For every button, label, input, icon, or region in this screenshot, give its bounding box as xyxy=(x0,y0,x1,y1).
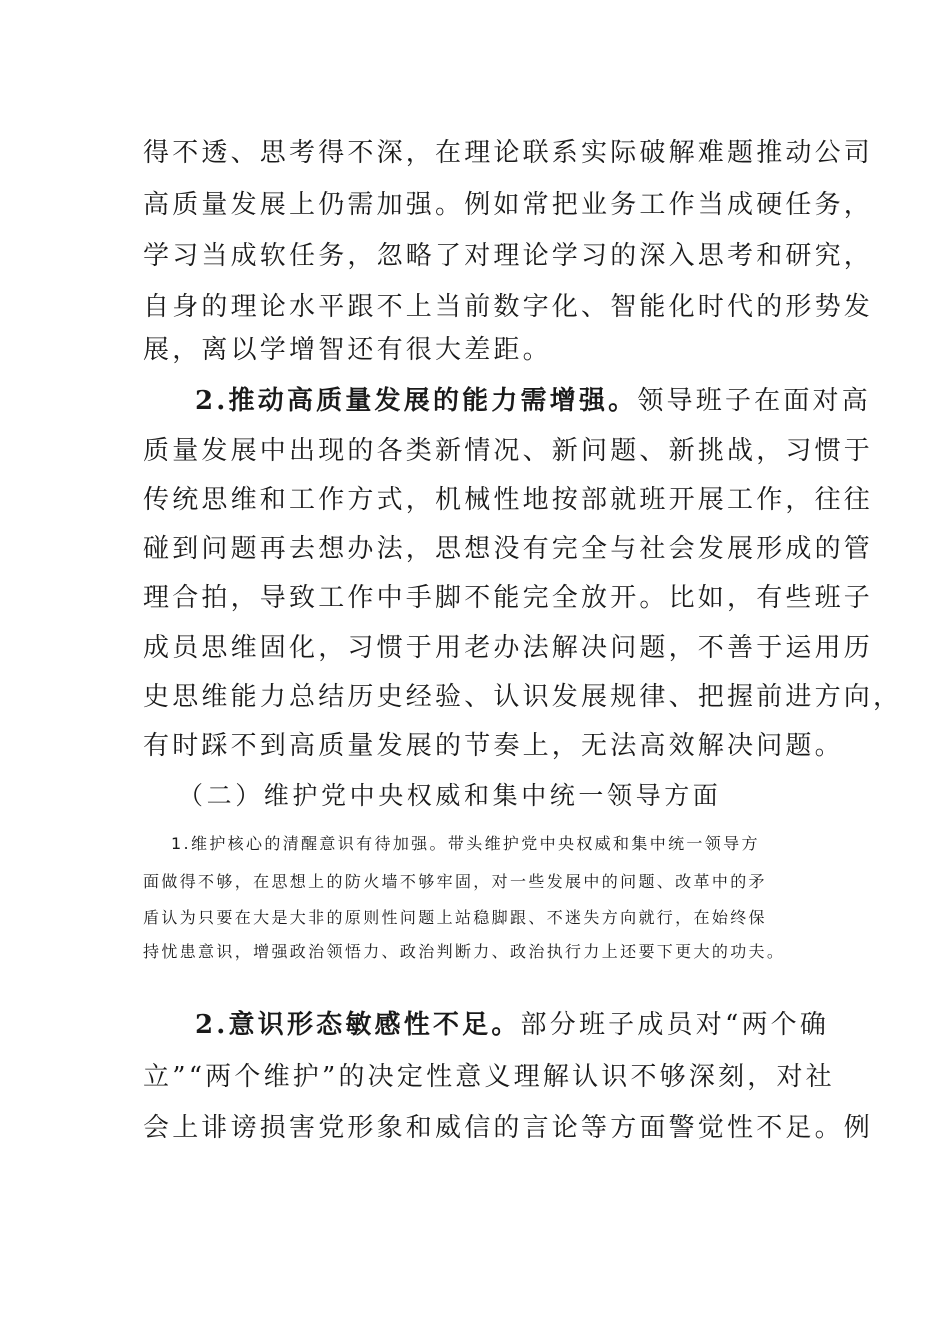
para1-line-5: 展，离以学增智还有很大差距。 xyxy=(143,335,552,365)
para4-first-line xyxy=(195,1008,829,1042)
para2-first-line xyxy=(195,384,871,418)
para1-line-4: 自身的理论水平跟不上当前数字化、智能化时代的形势发 xyxy=(143,292,874,322)
para2-line-6: 成员思维固化，习惯于用老办法解决问题，不善于运用历 xyxy=(143,633,874,663)
para2-line-5: 理合拍，导致工作中手脚不能完全放开。比如，有些班子 xyxy=(143,583,874,613)
para4-first-rest: 部分班子成员对“两个确 xyxy=(520,1010,830,1040)
para2-line-3: 传统思维和工作方式，机械性地按部就班开展工作，往往 xyxy=(143,485,874,515)
para2-first-rest: 领导班子在面对高 xyxy=(637,386,871,416)
para2-line-8: 有时踩不到高质量发展的节奏上，无法高效解决问题。 xyxy=(143,731,844,761)
para2-lead-heading: 2.推动高质量发展的能力需增强。 xyxy=(195,386,638,416)
para2-line-2: 质量发展中出现的各类新情况、新问题、新挑战，习惯于 xyxy=(143,436,874,466)
para2-line-7: 史思维能力总结历史经验、认识发展规律、把握前进方向， xyxy=(143,682,903,712)
para1-line-2: 高质量发展上仍需加强。例如常把业务工作当成硬任务， xyxy=(143,190,874,220)
para4-line-2: 立”“两个维护”的决定性意义理解认识不够深刻，对社 xyxy=(143,1062,835,1092)
para2-line-4: 碰到问题再去想办法，思想没有完全与社会发展形成的管 xyxy=(143,534,874,564)
para1-line-3: 学习当成软任务，忽略了对理论学习的深入思考和研究， xyxy=(143,241,874,271)
para4-lead-heading: 2.意识形态敏感性不足。 xyxy=(195,1010,521,1040)
para3-line-1: 1.维护核心的清醒意识有待加强。带头维护党中央权威和集中统一领导方 xyxy=(171,834,760,853)
para3-line-3: 盾认为只要在大是大非的原则性问题上站稳脚跟、不迷失方向就行，在始终保 xyxy=(143,908,767,927)
para3-line-2: 面做得不够，在思想上的防火墙不够牢固，对一些发展中的问题、改革中的矛 xyxy=(143,872,767,891)
section-heading: （二）维护党中央权威和集中统一领导方面 xyxy=(178,781,722,810)
para4-line-3: 会上诽谤损害党形象和威信的言论等方面警觉性不足。例 xyxy=(143,1113,874,1143)
para1-line-1: 得不透、思考得不深，在理论联系实际破解难题推动公司 xyxy=(143,138,874,168)
para3-line-4: 持忧患意识，增强政治领悟力、政治判断力、政治执行力上还要下更大的功夫。 xyxy=(143,942,786,961)
